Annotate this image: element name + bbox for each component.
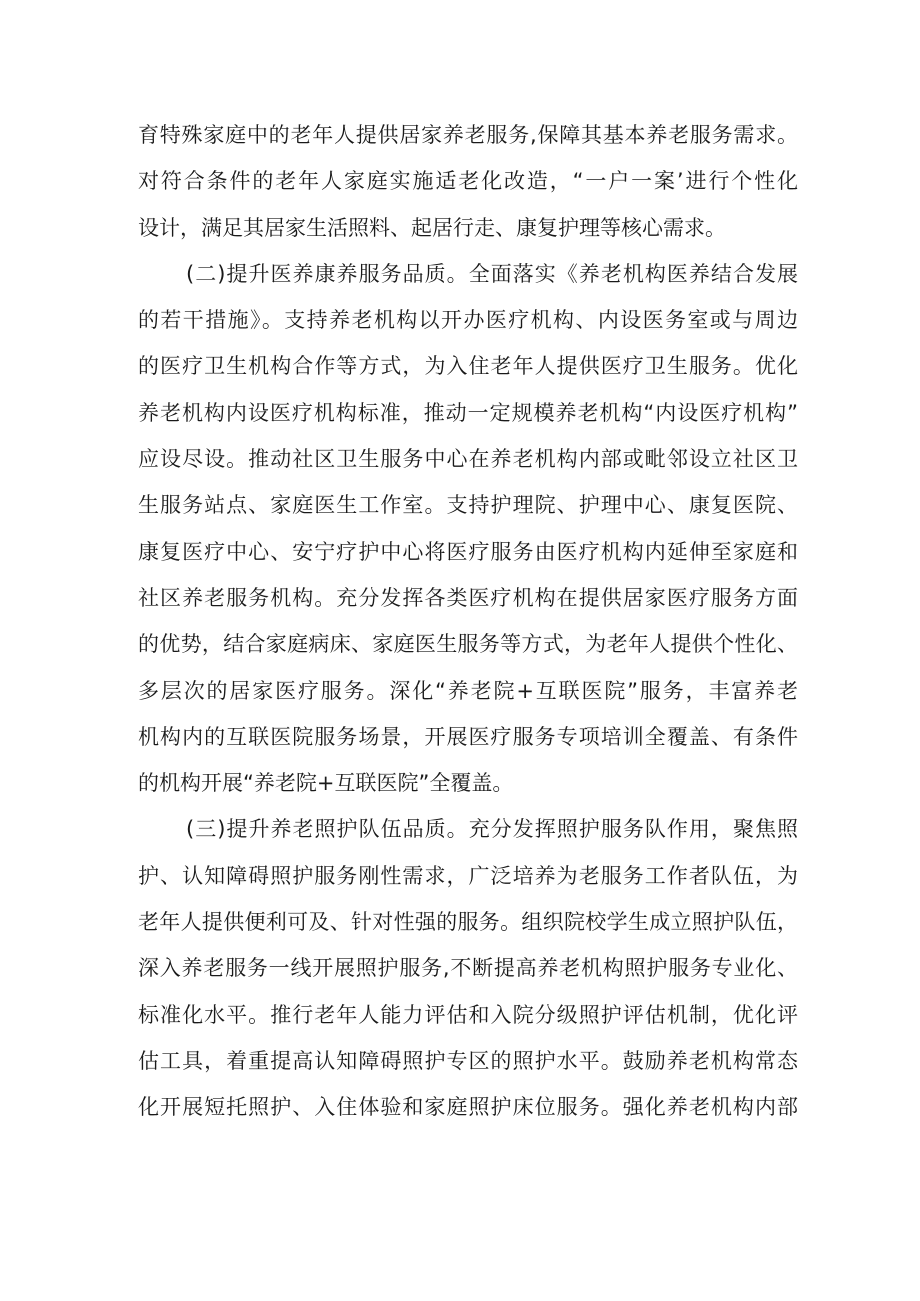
text-line: 社区养老服务机构。充分发挥各类医疗机构在提供居家医疗服务方面 <box>138 585 798 610</box>
text-line: 化开展短托照护、入住体验和家庭照护床位服务。强化养老机构内部 <box>138 1095 798 1120</box>
text-line: 机构内的互联医院服务场景，开展医疗服务专项培训全覆盖、有条件 <box>138 724 798 749</box>
text-line: 康复医疗中心、安宁疗护中心将医疗服务由医疗机构内延伸至家庭和 <box>138 539 798 564</box>
text-line: 对符合条件的老年人家庭实施适老化改造，“一户一案’进行个性化 <box>138 169 798 194</box>
text-line: 多层次的居家医疗服务。深化“养老院+互联医院”服务，丰富养老 <box>138 678 798 703</box>
text-line: 护、认知障碍照护服务刚性需求，广泛培养为老服务工作者队伍，为 <box>138 863 798 888</box>
text-line: 应设尽设。推动社区卫生服务中心在养老机构内部或毗邻设立社区卫 <box>138 447 798 472</box>
text-line: 深入养老服务一线开展照护服务,不断提高养老机构照护服务专业化、 <box>138 956 798 981</box>
text-line: 生服务站点、家庭医生工作室。支持护理院、护理中心、康复医院、 <box>138 493 798 518</box>
text-line: 养老机构内设医疗机构标准，推动一定规模养老机构“内设医疗机构” <box>138 400 798 425</box>
section-heading-line: (二)提升医养康养服务品质。全面落实《养老机构医养结合发展 <box>186 261 798 286</box>
text-line: 的优势，结合家庭病床、家庭医生服务等方式，为老年人提供个性化、 <box>138 632 798 657</box>
text-line: 老年人提供便利可及、针对性强的服务。组织院校学生成立照护队伍， <box>138 910 798 935</box>
text-line: 育特殊家庭中的老年人提供居家养老服务,保障其基本养老服务需求。 <box>138 123 798 147</box>
text-line: 标准化水平。推行老年人能力评估和入院分级照护评估机制，优化评 <box>138 1002 798 1027</box>
text-line: 的若干措施》。支持养老机构以开办医疗机构、内设医务室或与周边 <box>138 308 798 333</box>
body-text <box>138 112 798 1131</box>
text-line: 设计，满足其居家生活照料、起居行走、康复护理等核心需求。 <box>138 215 726 240</box>
text-line: 估工具，着重提高认知障碍照护专区的照护水平。鼓励养老机构常态 <box>138 1048 798 1073</box>
section-heading-line: (三)提升养老照护队伍品质。充分发挥照护服务队作用，聚焦照 <box>186 817 798 842</box>
text-line: 的机构开展“养老院+互联医院”全覆盖。 <box>138 771 514 796</box>
text-line: 的医疗卫生机构合作等方式，为入住老年人提供医疗卫生服务。优化 <box>138 354 798 379</box>
